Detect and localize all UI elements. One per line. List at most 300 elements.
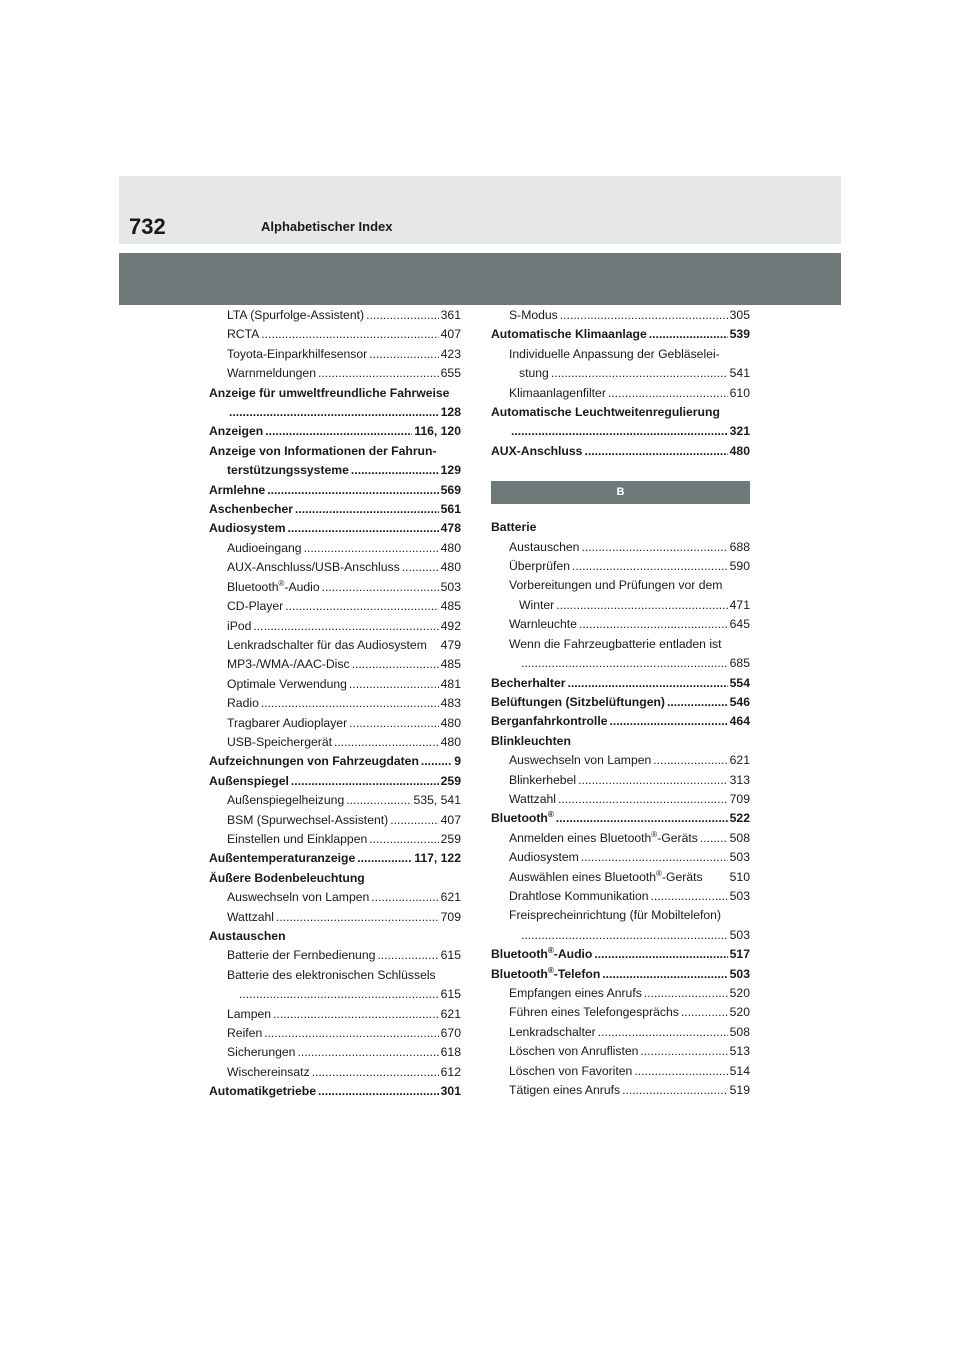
entry-label	[509, 887, 649, 906]
header-band	[119, 253, 841, 305]
entry-page-number: 503	[729, 927, 750, 942]
entry-page-number: 407	[440, 327, 461, 342]
entry-label	[227, 791, 344, 810]
index-entry	[491, 829, 750, 848]
entry-page-number: 503	[440, 579, 461, 594]
entry-label	[227, 714, 347, 733]
index-entry	[209, 714, 461, 733]
entry-label	[227, 306, 364, 325]
entry-label-text: Löschen von Anruflisten	[509, 1044, 639, 1059]
index-entry	[491, 538, 750, 557]
letter-heading-b: B	[491, 481, 750, 504]
index-entry	[209, 422, 461, 441]
entry-page-number: 615	[440, 987, 461, 1002]
entry-label	[209, 1082, 316, 1101]
entry-label	[509, 615, 577, 634]
entry-label-text: iPod	[227, 618, 252, 633]
entry-label-text: Außenspiegelheizung	[227, 793, 345, 808]
entry-label: Automatische Leuchtweitenregulierung	[491, 405, 720, 420]
entry-label-text: Sicherungen	[227, 1045, 296, 1060]
dot-leader	[581, 848, 728, 867]
entry-label-text: Bluetooth	[491, 947, 548, 962]
entry-label: Anzeige von Informationen der Fahrun-	[209, 443, 437, 458]
index-entry-heading	[491, 345, 750, 364]
entry-label-text: Automatische Klimaanlage	[491, 327, 647, 342]
entry-page-number: 554	[729, 675, 750, 690]
index-entry	[209, 946, 461, 965]
dot-leader	[594, 945, 727, 964]
dot-leader	[644, 984, 728, 1003]
index-entry-heading	[491, 635, 750, 654]
dot-leader	[253, 617, 438, 636]
index-entry	[209, 655, 461, 674]
index-entry	[209, 1024, 461, 1043]
entry-page-number: 471	[729, 597, 750, 612]
entry-label	[509, 829, 698, 848]
entry-page-number: 618	[440, 1045, 461, 1060]
index-column-right	[491, 306, 750, 1100]
entry-page-number: 480	[440, 715, 461, 730]
entry-label-text: Audioeingang	[227, 540, 302, 555]
entry-label-text: RCTA	[227, 327, 260, 342]
entry-label	[209, 752, 419, 771]
entry-label-text: AUX-Anschluss/USB-Anschluss	[227, 560, 400, 575]
dot-leader	[558, 790, 728, 809]
entry-label	[227, 539, 302, 558]
index-entry	[491, 926, 750, 945]
entry-label-text: Wattzahl	[227, 909, 274, 924]
dot-leader	[551, 364, 728, 383]
entry-label-text: Löschen von Favoriten	[509, 1063, 633, 1078]
entry-page-number: 480	[440, 560, 461, 575]
registered-mark: ®	[547, 946, 554, 956]
entry-label-text: Belüftungen (Sitzbelüftungen)	[491, 694, 665, 709]
registered-mark: ®	[547, 965, 554, 975]
entry-label	[227, 597, 283, 616]
entry-page-number: 503	[729, 850, 750, 865]
entry-page-number: 670	[440, 1026, 461, 1041]
entry-label-text: Außenspiegel	[209, 773, 289, 788]
entry-page-number: 655	[440, 366, 461, 381]
dot-leader	[304, 539, 439, 558]
entry-label	[509, 538, 579, 557]
entry-page-number: 503	[729, 888, 750, 903]
dot-leader	[572, 557, 728, 576]
entry-page-number: 615	[440, 948, 461, 963]
registered-mark: ®	[651, 829, 658, 839]
dot-leader	[608, 384, 728, 403]
dot-leader	[352, 655, 439, 674]
dot-leader	[349, 675, 439, 694]
entry-label-text: Armlehne	[209, 482, 266, 497]
entry-label-text: Aschenbecher	[209, 502, 293, 517]
dot-leader	[521, 926, 728, 945]
entry-label	[509, 848, 579, 867]
index-entry	[209, 519, 461, 538]
entry-label-text: Aufzeichnungen von Fahrzeugdaten	[209, 754, 419, 769]
entry-label-text: USB-Speichergerät	[227, 734, 332, 749]
entry-label-text: Klimaanlagenfilter	[509, 385, 606, 400]
index-entry	[209, 578, 461, 597]
index-entry	[491, 596, 750, 615]
entry-label	[227, 655, 350, 674]
entry-label-text: S-Modus	[509, 308, 558, 322]
index-entry	[491, 965, 750, 984]
entry-page-number: 535, 541	[413, 793, 461, 808]
entry-label: Batterie des elektronischen Schlüssels	[227, 967, 436, 982]
entry-label	[227, 578, 320, 597]
dot-leader	[402, 558, 439, 577]
index-entry	[491, 654, 750, 673]
dot-leader	[649, 325, 728, 344]
entry-label-text: Reifen	[227, 1026, 263, 1041]
dot-leader	[265, 422, 412, 441]
entry-page-number: 483	[440, 696, 461, 711]
index-column-left	[209, 306, 461, 1102]
dot-leader	[377, 946, 438, 965]
index-entry	[209, 985, 461, 1004]
entry-label-text: Lenkradschalter	[509, 1024, 596, 1039]
dot-leader	[346, 791, 411, 810]
index-entry	[209, 325, 461, 344]
entry-label	[209, 519, 286, 538]
entry-label-suffix: -Audio	[284, 579, 320, 594]
entry-page-number: 407	[440, 812, 461, 827]
entry-label	[227, 811, 388, 830]
entry-page-number: 485	[440, 599, 461, 614]
dot-leader	[276, 908, 439, 927]
dot-leader	[667, 693, 728, 712]
index-entry	[209, 791, 461, 810]
dot-leader	[511, 422, 728, 441]
index-entry	[209, 558, 461, 577]
entry-label	[209, 481, 265, 500]
entry-page-number: 522	[729, 811, 750, 826]
index-group-b	[491, 518, 750, 1100]
entry-page-number: 116, 120	[414, 424, 461, 439]
index-entry	[209, 849, 461, 868]
entry-label	[227, 1043, 295, 1062]
index-entry-heading	[209, 927, 461, 946]
dot-leader	[273, 1005, 439, 1024]
entry-label: Austauschen	[209, 929, 286, 943]
entry-label	[509, 557, 570, 576]
dot-leader	[366, 306, 439, 325]
entry-label-text: Toyota-Einparkhilfesensor	[227, 346, 368, 361]
entry-page-number: 621	[440, 890, 461, 905]
entry-label	[227, 617, 251, 636]
index-entry	[209, 888, 461, 907]
index-entry	[491, 751, 750, 770]
index-entry	[209, 1043, 461, 1062]
entry-page-number: 510	[729, 869, 750, 884]
entry-label: Batterie	[491, 520, 537, 535]
entry-page-number: 479	[440, 637, 461, 652]
entry-label	[209, 500, 293, 519]
entry-label	[491, 945, 592, 964]
entry-label	[519, 596, 554, 615]
entry-label	[227, 1005, 271, 1024]
entry-page-number: 361	[440, 308, 461, 322]
entry-page-number: 259	[440, 831, 461, 846]
index-entry	[209, 461, 461, 480]
entry-label-text: Auswechseln von Lampen	[509, 753, 652, 768]
dot-leader	[318, 364, 439, 383]
dot-leader	[349, 714, 439, 733]
dot-leader	[581, 538, 727, 557]
registered-mark: ®	[547, 810, 554, 820]
index-entry-heading	[491, 518, 750, 537]
entry-label-text: Audiosystem	[509, 850, 579, 865]
entry-page-number: 321	[729, 424, 750, 439]
dot-leader	[261, 694, 439, 713]
dot-leader	[568, 674, 728, 693]
index-entry	[491, 984, 750, 1003]
entry-label	[209, 772, 289, 791]
entry-label-text: BSM (Spurwechsel-Assistent)	[227, 812, 389, 827]
entry-page-number: 423	[440, 346, 461, 361]
entry-label	[509, 384, 606, 403]
entry-label-text: Becherhalter	[491, 675, 566, 690]
dot-leader	[602, 965, 727, 984]
entry-label-text: Empfangen eines Anrufs	[509, 986, 642, 1000]
entry-page-number: 539	[729, 327, 750, 342]
entry-label	[509, 790, 556, 809]
entry-label	[491, 965, 600, 984]
index-entry	[491, 364, 750, 383]
entry-page-number: 503	[729, 966, 750, 981]
index-entry	[491, 1003, 750, 1022]
entry-label-suffix: -Geräts	[657, 830, 698, 845]
entry-label	[227, 636, 427, 655]
entry-label-text: Drahtlose Kommunikation	[509, 888, 649, 903]
index-entry	[209, 617, 461, 636]
entry-label-text: Batterie der Fernbedienung	[227, 948, 376, 963]
index-entry-heading	[209, 442, 461, 461]
index-entry	[209, 1082, 461, 1101]
entry-label-text: Lampen	[227, 1006, 272, 1021]
entry-label-text: Optimale Verwendung	[227, 676, 347, 691]
index-entry	[491, 674, 750, 693]
index-entry	[491, 712, 750, 731]
entry-page-number: 514	[729, 1063, 750, 1078]
entry-label-text: Wischereinsatz	[227, 1064, 310, 1079]
dot-leader	[521, 654, 728, 673]
entry-label: Anzeige für umweltfreundliche Fahrweise	[209, 385, 450, 400]
index-entry	[209, 597, 461, 616]
entry-page-number: 128	[440, 405, 461, 420]
entry-label-text: Auswählen eines Bluetooth	[509, 869, 657, 884]
dot-leader	[295, 500, 439, 519]
entry-label	[227, 364, 316, 383]
dot-leader	[651, 887, 728, 906]
index-entry	[491, 693, 750, 712]
dot-leader	[318, 1082, 439, 1101]
entry-label	[509, 1081, 620, 1100]
entry-label-text: Führen eines Telefongesprächs	[509, 1005, 679, 1020]
entry-page-number: 688	[729, 539, 750, 554]
index-entry	[209, 811, 461, 830]
entry-label-text: MP3-/WMA-/AAC-Disc	[227, 657, 350, 672]
entry-page-number: 129	[440, 463, 461, 478]
entry-label-text: Radio	[227, 696, 259, 711]
index-entry	[491, 306, 750, 325]
dot-leader	[700, 829, 728, 848]
dot-leader	[369, 830, 438, 849]
dot-leader	[261, 325, 438, 344]
entry-label-text: stung	[519, 366, 549, 381]
entry-label-text: Bluetooth	[227, 579, 279, 594]
index-entry-heading	[491, 403, 750, 422]
entry-page-number: 569	[440, 482, 461, 497]
entry-label	[491, 809, 554, 828]
entry-page-number: 621	[440, 1006, 461, 1021]
entry-page-number: 492	[440, 618, 461, 633]
entry-label-text: Tätigen eines Anrufs	[509, 1083, 621, 1098]
dot-leader	[598, 1023, 728, 1042]
index-entry-heading	[491, 732, 750, 751]
index-entry	[209, 364, 461, 383]
entry-label	[509, 306, 558, 325]
entry-page-number: 480	[440, 540, 461, 555]
entry-label-text: Austauschen	[509, 539, 580, 554]
index-entry	[491, 868, 750, 887]
index-entry	[491, 1023, 750, 1042]
entry-page-number: 305	[729, 308, 750, 322]
entry-label-text: Anmelden eines Bluetooth	[509, 830, 652, 845]
index-entry	[491, 887, 750, 906]
index-entry	[491, 790, 750, 809]
dot-leader	[285, 597, 438, 616]
entry-label-suffix: -Geräts	[661, 869, 703, 884]
entry-label	[227, 345, 367, 364]
page-number: 732	[129, 214, 166, 239]
dot-leader	[297, 1043, 438, 1062]
entry-label	[509, 1003, 679, 1022]
index-entry	[209, 1063, 461, 1082]
entry-label-text: Bluetooth	[491, 966, 548, 981]
entry-page-number: 610	[729, 385, 750, 400]
entry-label-text: Einstellen und Einklappen	[227, 831, 368, 846]
dot-leader	[239, 985, 439, 1004]
dot-leader	[288, 519, 439, 538]
entry-label-text: Blinkerhebel	[509, 772, 577, 787]
entry-label	[227, 908, 274, 927]
entry-page-number: 301	[440, 1084, 461, 1099]
entry-page-number: 612	[440, 1064, 461, 1079]
index-entry	[209, 908, 461, 927]
entry-label: Vorbereitungen und Prüfungen vor dem	[509, 578, 723, 593]
entry-label	[227, 946, 375, 965]
entry-label-text: Lenkradschalter für das Audiosystem	[227, 637, 427, 652]
entry-page-number: 480	[729, 443, 750, 458]
index-entry	[491, 945, 750, 964]
entry-page-number: 546	[729, 694, 750, 709]
entry-label-text: Wattzahl	[509, 791, 556, 806]
entry-page-number: 561	[440, 502, 461, 517]
entry-label	[209, 849, 355, 868]
entry-page-number: 481	[440, 676, 461, 691]
index-entry	[209, 830, 461, 849]
entry-label	[509, 868, 703, 887]
dot-leader	[267, 481, 438, 500]
entry-page-number: 517	[729, 947, 750, 962]
dot-leader	[622, 1081, 728, 1100]
entry-page-number: 709	[729, 791, 750, 806]
entry-label	[509, 1023, 596, 1042]
entry-page-number: 464	[729, 714, 750, 729]
registered-mark: ®	[656, 868, 662, 878]
index-group-a-continued	[491, 306, 750, 461]
dot-leader	[369, 345, 438, 364]
index-entry	[209, 675, 461, 694]
entry-label: Blinkleuchten	[491, 733, 571, 748]
dot-leader	[357, 849, 412, 868]
dot-leader	[322, 578, 439, 597]
dot-leader	[609, 712, 727, 731]
index-entry	[209, 500, 461, 519]
dot-leader	[390, 811, 438, 830]
entry-label-text: Automatikgetriebe	[209, 1084, 316, 1099]
entry-page-number: 508	[729, 830, 750, 845]
dot-leader	[556, 596, 727, 615]
dot-leader	[556, 809, 728, 828]
entry-label-suffix: -Telefon	[553, 966, 601, 981]
dot-leader	[229, 403, 439, 422]
entry-label-text: Winter	[519, 597, 555, 612]
index-entry	[209, 306, 461, 325]
entry-label	[227, 830, 367, 849]
entry-label	[509, 1042, 638, 1061]
dot-leader	[640, 1042, 727, 1061]
index-entry	[491, 848, 750, 867]
entry-label	[227, 694, 259, 713]
index-entry	[209, 539, 461, 558]
entry-page-number: 685	[729, 656, 750, 671]
entry-page-number: 117, 122	[414, 851, 461, 866]
entry-page-number: 313	[729, 772, 750, 787]
registered-mark: ®	[278, 578, 285, 588]
entry-page-number: 480	[440, 734, 461, 749]
entry-label	[491, 442, 582, 461]
entry-label	[519, 364, 549, 383]
entry-page-number: 520	[729, 1005, 750, 1020]
index-entry	[491, 1062, 750, 1081]
index-entry	[209, 772, 461, 791]
entry-label	[509, 1062, 632, 1081]
entry-label-suffix: -Audio	[553, 947, 593, 962]
entry-page-number: 621	[729, 753, 750, 768]
entry-label-text: Tragbarer Audioplayer	[227, 715, 348, 730]
entry-page-number: 9	[454, 754, 461, 769]
index-entry	[491, 771, 750, 790]
entry-page-number: 709	[440, 909, 461, 924]
entry-page-number: 590	[729, 559, 750, 574]
dot-leader	[560, 306, 728, 325]
entry-label	[491, 693, 665, 712]
entry-page-number: 520	[729, 986, 750, 1000]
dot-leader	[578, 771, 728, 790]
index-entry	[491, 442, 750, 461]
index-entry	[491, 1042, 750, 1061]
dot-leader	[681, 1003, 728, 1022]
index-entry	[209, 1005, 461, 1024]
entry-label-text: Außentemperaturanzeige	[209, 851, 356, 866]
entry-label: Wenn die Fahrzeugbatterie entladen ist	[509, 636, 722, 651]
index-entry	[491, 325, 750, 344]
index-entry	[491, 422, 750, 441]
entry-label	[509, 984, 642, 1003]
